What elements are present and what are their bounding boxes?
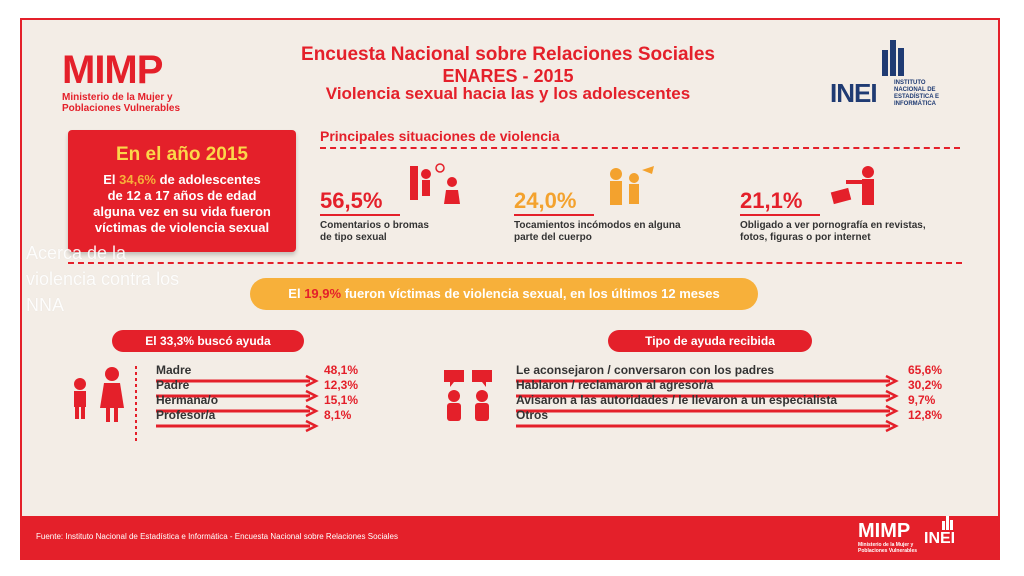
teasing-people-icon xyxy=(408,160,468,214)
last-12-months-banner xyxy=(250,278,758,310)
sought-help-separator xyxy=(134,366,138,442)
sought-help-label-1: Padre xyxy=(156,378,190,392)
overlay-caption: Acerca de la violencia contra los NNA xyxy=(26,243,180,315)
highlight-line3: alguna vez en su vida fueron xyxy=(93,204,271,219)
inei-logo xyxy=(830,46,960,106)
inei-logo-subtitle: INSTITUTO NACIONAL DE ESTADÍSTICA E INFORMÁTICA xyxy=(894,80,940,107)
situation-1-caption-line2: de tipo sexual xyxy=(320,232,387,243)
highlight-line1-post: de adolescentes xyxy=(156,172,261,187)
mimp-logo-text: MIMP xyxy=(62,48,163,92)
help-type-arrow-2 xyxy=(516,407,904,417)
sought-help-value-0: 48,1% xyxy=(324,363,359,377)
inei-logo-bars-icon xyxy=(870,40,930,80)
situation-1-underline xyxy=(320,214,400,216)
help-type-value-0: 65,6% xyxy=(908,363,943,377)
situation-3-caption-line1: Obligado a ver pornografía en revistas, xyxy=(740,220,926,231)
banner-pre: El xyxy=(288,286,305,301)
situation-1-value: 56,5% xyxy=(320,188,383,213)
help-type-value-3: 12,8% xyxy=(908,408,943,422)
help-type-value-2: 9,7% xyxy=(908,393,936,407)
highlight-line2: de 12 a 17 años de edad xyxy=(107,188,257,203)
situation-2-underline xyxy=(514,214,594,216)
help-type-label-1: Hablaron / reclamaron al agresor/a xyxy=(516,378,714,392)
conversation-people-icon xyxy=(442,366,502,426)
situations-title: Principales situaciones de violencia xyxy=(320,128,560,144)
inei-logo-text: INEI xyxy=(830,78,877,108)
sought-help-label-2: Hermana/o xyxy=(156,393,219,407)
sought-help-label-0: Madre xyxy=(156,363,192,377)
help-type-arrow-3 xyxy=(516,422,904,432)
highlight-pct: 34,6% xyxy=(119,172,156,187)
top-accent-line xyxy=(250,18,750,20)
footer xyxy=(22,516,1000,560)
situation-1-caption-line1: Comentarios o bromas xyxy=(320,220,429,231)
divider xyxy=(320,147,960,149)
situation-2-value: 24,0% xyxy=(514,188,577,213)
banner-post: fueron víctimas de violencia sexual, en los últimos 12 meses xyxy=(341,286,720,301)
footer-inei-logo: INEI xyxy=(924,530,956,547)
sought-help-header: El 33,3% buscó ayuda xyxy=(112,330,304,352)
divider-2 xyxy=(68,262,962,264)
situation-2-caption xyxy=(514,220,681,244)
page-topic: Violencia sexual hacia las y los adolescentes xyxy=(325,84,691,103)
mimp-logo-subtitle: Ministerio de la Mujer y Poblaciones Vulnerables xyxy=(62,92,181,114)
page-subtitle: ENARES - 2015 xyxy=(442,66,574,86)
sought-help-value-3: 8,1% xyxy=(324,408,352,422)
help-type-label-3: Otros xyxy=(516,408,549,422)
highlight-heading: En el año 2015 xyxy=(115,144,248,165)
help-type-label-0: Le aconsejaron / conversaron con los padres xyxy=(516,363,775,377)
sought-help-value-2: 15,1% xyxy=(324,393,359,407)
footer-mimp-subtitle: Ministerio de la Mujer y Poblaciones Vulnerables xyxy=(858,542,918,554)
help-type-label-2: Avisaron a las autoridades / le llevaron a un especialista xyxy=(516,393,838,407)
situation-2-caption-line1: Tocamientos incómodos en alguna xyxy=(514,220,681,231)
highlight-box xyxy=(68,130,296,252)
situation-3-caption xyxy=(740,220,926,244)
sought-help-arrow-3 xyxy=(156,422,324,432)
pornography-icon xyxy=(828,160,888,214)
child-parent-icon xyxy=(66,366,136,426)
page-title: Encuesta Nacional sobre Relaciones Sociales xyxy=(301,44,715,65)
touching-people-icon xyxy=(602,160,662,214)
help-type-header: Tipo de ayuda recibida xyxy=(608,330,812,352)
footer-mimp-logo: MIMP xyxy=(858,520,911,542)
highlight-line4: víctimas de violencia sexual xyxy=(94,220,270,235)
situation-2-caption-line2: parte del cuerpo xyxy=(514,232,592,243)
sought-help-value-1: 12,3% xyxy=(324,378,359,392)
highlight-line1-pre: El xyxy=(103,172,120,187)
situation-3-value: 21,1% xyxy=(740,188,803,213)
banner-pct: 19,9% xyxy=(304,286,342,301)
mimp-logo xyxy=(62,50,182,114)
help-type-value-1: 30,2% xyxy=(908,378,943,392)
highlight-body xyxy=(68,172,296,236)
situation-1-caption xyxy=(320,220,429,244)
sought-help-label-3: Profesor/a xyxy=(156,408,216,422)
situation-3-caption-line2: fotos, figuras o por internet xyxy=(740,232,871,243)
footer-source: Fuente: Instituto Nacional de Estadística e Informática - Encuesta Nacional sobre Relaciones Sociales xyxy=(36,532,398,541)
situation-3-underline xyxy=(740,214,820,216)
